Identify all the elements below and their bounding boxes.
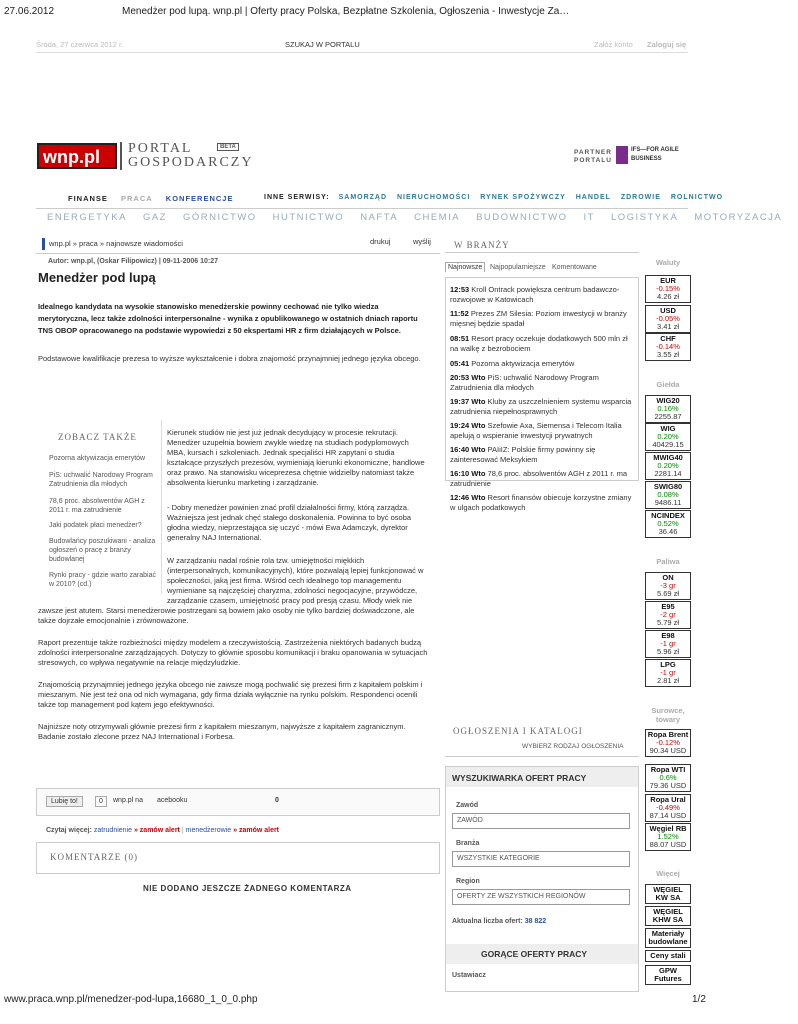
quote-wig20[interactable]: WIG20 0.16% 2255.87 xyxy=(645,395,691,423)
job-label: Zawód xyxy=(456,802,479,809)
ads-divider xyxy=(445,756,639,757)
job-input[interactable]: ZAWÓD xyxy=(452,813,630,829)
nav-chemia[interactable]: CHEMIA xyxy=(414,212,461,223)
ifs-logo-icon xyxy=(616,146,628,164)
quote-wti[interactable]: Ropa WTI 0.6% 79.36 USD xyxy=(645,764,691,792)
branch-select[interactable]: WSZYSTKIE KATEGORIE xyxy=(452,851,630,867)
quote-ural[interactable]: Ropa Ural -0.49% 87.14 USD xyxy=(645,794,691,822)
nav-praca[interactable]: PRACA xyxy=(121,194,153,203)
page-number: 1/2 xyxy=(692,994,706,1005)
article-lead: Idealnego kandydata na wysokie stanowisko menedżerskie powinny cechować nie tylko wiedza merytoryczna, lecz także zdolności interpersonalne - wynika z opublikowanego w ostatnich dniach raportu TNS OBOP opracowanego na podstawie wypowiedzi z 50 ekspertami HR z firm działających w Polsce. xyxy=(38,302,418,335)
offers-count-label: Aktualna liczba ofert: xyxy=(452,918,523,925)
currencies-title: Waluty xyxy=(655,258,681,267)
fuels-title: Paliwa xyxy=(656,557,680,566)
other-services xyxy=(264,194,723,201)
alert-link[interactable]: » zamów alert xyxy=(133,827,180,834)
share-count: 0 xyxy=(275,797,279,804)
nav-rynek-spozywczy[interactable]: RYNEK SPOŻYWCZY xyxy=(480,194,566,201)
article-paragraph: Kierunek studiów nie jest już jednak decydujący w procesie rekrutacji. Menedżer uzupełnia bowiem zwykle wiedzę na studiach podyplomowych MBA, kursach i szkoleniach. Jednak specjaliści HR zapytani o studia kształcące przyszłych prezesów, wymieniają kierunki ekonomiczne, handlowe oraz prawo. Na stanowisku wiceprezesa chętnie widzielby natomiast także absolwenta kierunku marketing i zarządzanie. xyxy=(167,428,425,487)
other-services-label: INNE SERWISY: xyxy=(264,194,330,201)
breadcrumb xyxy=(49,239,183,248)
article-paragraph: - Dobry menedżer powinien znać profil działalności firmy, którą zarządza. Ważniejsza jest jednak chęć stałego doskonalenia. Powinna to być osoba głodna wiedzy, nieprzestająca się uczyć - mówi Ewa Adamczyk, dyrektor generalny NAJ International. xyxy=(167,503,412,542)
branch-label: Branża xyxy=(456,840,480,847)
article-paragraph: Podstawowe kwalifikacje prezesa to wyższe wykształcenie i dobra znajomość przynajmniej jednego języka obcego. xyxy=(38,354,421,363)
nav-zdrowie[interactable]: ZDROWIE xyxy=(620,194,661,201)
print-date: 27.06.2012 xyxy=(4,6,55,17)
see-also-link[interactable]: 78,6 proc. absolwentów AGH z 2011 r. ma zatrudnienie xyxy=(49,498,145,514)
branza-divider xyxy=(445,252,639,253)
see-also-link[interactable]: Jaki podatek płaci menedżer? xyxy=(49,522,142,529)
portal-label: PORTAL xyxy=(128,141,193,156)
news-item[interactable]: 16:10 Wto 78,6 proc. absolwentów AGH z 2011 r. ma zatrudnienie xyxy=(450,469,628,488)
quote-mwig40[interactable]: MWIG40 0.20% 2281.14 xyxy=(645,452,691,480)
breadcrumb-sep: » xyxy=(99,239,105,248)
nav-handel[interactable]: HANDEL xyxy=(575,194,611,201)
nav-logistyka[interactable]: LOGISTYKA xyxy=(610,212,679,223)
read-more xyxy=(46,827,279,834)
hot-offer-item[interactable]: Ustawiacz xyxy=(452,972,486,979)
logo-divider xyxy=(120,142,122,170)
print-title: Menedżer pod lupą. wnp.pl | Oferty pracy Polska, Bezpłatne Szkolenia, Ogłoszenia - Inwestycje Za… xyxy=(122,6,570,17)
facebook-link[interactable]: acebooku xyxy=(157,797,188,804)
quote-swig80[interactable]: SWIG80 0.08% 9486.11 xyxy=(645,481,691,509)
news-item[interactable]: 19:37 Wto Kluby za uszczelnieniem systemu wsparcia zatrudnienia niepełnosprawnych xyxy=(450,397,632,416)
news-item[interactable]: 16:40 Wto PAIiIZ: Polskie firmy powinny się zainteresować Meksykiem xyxy=(450,445,596,464)
breadcrumb-marker xyxy=(42,238,45,250)
hot-offers-title[interactable]: GORĄCE OFERTY PRACY xyxy=(481,949,588,959)
offers-count xyxy=(452,918,546,925)
no-comments-text: NIE DODANO JESZCZE ŻADNEGO KOMENTARZA xyxy=(143,884,352,893)
more-link[interactable]: WĘGIEL KW SA xyxy=(645,884,691,904)
tab-najpopularniejsze[interactable]: Najpopularniejsze xyxy=(490,264,546,271)
commodities-title: Surowce, towary xyxy=(651,706,685,724)
article-paragraph: Najniższe noty otrzymywali głównie prezesi firm z kapitałem mieszanym, najwyższe z kapitałem zagranicznym. Badanie zostało zlecone przez NAJ International i Forbesa. xyxy=(38,722,406,741)
nav-rolnictwo[interactable]: ROLNICTWO xyxy=(670,194,724,201)
breadcrumb-current[interactable]: najnowsze wiadomości xyxy=(106,239,183,248)
read-more-label: Czytaj więcej: xyxy=(46,827,92,834)
news-item[interactable]: 20:53 Wto PiS: uchwalić Narodowy Program Zatrudnienia dla młodych xyxy=(450,373,599,392)
more-title: Więcej xyxy=(656,869,680,878)
tag-separator: | xyxy=(181,827,184,834)
article-paragraph: Raport prezentuje także rozbieżności między modelem a rzeczywistością. Zastrzeżenia niektórych badanych budzą zdolności interpersonalne zarządzających. Dotyczy to głównie sposobu komunikacji i braku opanowania w sytuacjach stresowych, co wpływa negatywnie na relacje międzyludzkie. xyxy=(38,638,428,667)
tag-link[interactable]: menedżerowie xyxy=(185,827,232,834)
branza-title: W BRANŻY xyxy=(454,240,510,250)
news-item[interactable]: 19:24 Wto Szefowie Axa, Siemensa i Telecom Italia apelują o wspieranie inwestycji prywatnych xyxy=(450,421,622,440)
quote-ncindex[interactable]: NCINDEX 0.52% 36.46 xyxy=(645,510,691,538)
partner-label: PARTNER xyxy=(574,149,612,156)
top-bar xyxy=(36,39,688,53)
tab-najnowsze[interactable]: Najnowsze xyxy=(445,262,485,272)
nav-motoryzacja[interactable]: MOTORYZACJA xyxy=(694,212,783,223)
partner-name[interactable]: IFS—FOR AGILE xyxy=(631,147,679,153)
breadcrumb-home[interactable]: wnp.pl xyxy=(49,239,71,248)
more-link[interactable]: Materiały budowlane xyxy=(645,928,691,948)
more-link[interactable]: Ceny stali xyxy=(645,950,691,962)
alert-link[interactable]: » zamów alert xyxy=(233,827,280,834)
login-link[interactable]: Zaloguj się xyxy=(647,40,687,49)
nav-nafta[interactable]: NAFTA xyxy=(360,212,399,223)
tab-komentowane[interactable]: Komentowane xyxy=(552,264,597,271)
print-link[interactable]: drukuj xyxy=(370,237,391,246)
industry-nav xyxy=(47,212,798,223)
quote-lpg[interactable]: LPG -1 gr 2.81 zł xyxy=(645,659,691,687)
article-paragraph: Znajomością przynajmniej jednego języka obcego nie zawsze mogą pochwalić się prezesi firm z kapitałem polskim i mieszanym. Nie jest też ona od nich wymagana, gdy firma działa wyłącznie na rynku polskim. Respondenci ocenili także top management pod kątem jego efektywności. xyxy=(38,680,423,709)
portal-label-2: GOSPODARCZY xyxy=(128,155,254,170)
quote-on[interactable]: ON -3 gr 5.69 zł xyxy=(645,572,691,600)
current-date: Środa, 27 czerwca 2012 r. xyxy=(36,40,124,49)
more-link[interactable]: WĘGIEL KHW SA xyxy=(645,906,691,926)
nav-divider xyxy=(36,208,688,209)
quote-wig[interactable]: WIG 0.20% 40429.15 xyxy=(645,423,691,451)
nav-budownictwo[interactable]: BUDOWNICTWO xyxy=(476,212,568,223)
register-link[interactable]: Załóż konto xyxy=(594,40,633,49)
see-also-link[interactable]: Pozorna aktywizacja emerytów xyxy=(49,455,146,462)
region-label: Region xyxy=(456,878,480,885)
wnp-logo[interactable] xyxy=(37,143,117,169)
nav-hutnictwo[interactable]: HUTNICTWO xyxy=(272,212,345,223)
job-search-title: WYSZUKIWARKA OFERT PRACY xyxy=(452,773,587,783)
article-paragraph: zawsze jest atutem. Starsi menedżerowie postrzegani są bowiem jako osoby nie tylko bardziej doświadczone, ale także dojrzałe emocjonalnie i zrównoważone. xyxy=(38,606,415,625)
quote-e95[interactable]: E95 -2 gr 5.79 zł xyxy=(645,601,691,629)
ads-select[interactable]: WYBIERZ RODZAJ OGŁOSZENIA xyxy=(522,743,624,750)
see-also-link[interactable]: Rynki pracy - gdzie warto zarabiać w 2010? (cd.) xyxy=(49,572,156,588)
nav-konferencje[interactable]: KONFERENCJE xyxy=(165,194,234,203)
breadcrumb-sep: » xyxy=(72,239,77,248)
breadcrumb-section[interactable]: praca xyxy=(79,239,98,248)
comments-title: KOMENTARZE (0) xyxy=(50,852,139,862)
see-also-link[interactable]: PiS: uchwalić Narodowy Program Zatrudnienia dla młodych xyxy=(49,472,153,488)
footer-url: www.praca.wnp.pl/menedzer-pod-lupa,16680_1_0_0.php xyxy=(4,994,258,1005)
logo-brand-text: wnp.pl xyxy=(43,147,100,167)
stock-title: Giełda xyxy=(656,380,680,389)
main-nav xyxy=(68,194,233,203)
news-item[interactable]: 11:52 Prezes ZM Silesia: Poziom inwestycji w branży mięsnej będzie spadał xyxy=(450,309,627,328)
article-paragraph: W zarządzaniu nadal rośnie rola tzw. umiejętności miękkich (interpersonalnych, komunikacyjnych), które pozwalają lepiej funkcjonować w społeczności, jaką jest firma. Wśród cech idealnego top managementu wymieniane są najczęściej charyzma, zdolności negocjacyjne, przywódcze, zarządzanie czasem, umiejętność pracy pod presją czasu. Młody wiek nie xyxy=(167,556,424,605)
news-item[interactable]: 08:51 Resort pracy oczekuje dodatkowych 500 mln zł na walkę z bezrobociem xyxy=(450,334,628,353)
nav-gaz[interactable]: GAZ xyxy=(142,212,167,223)
partner-label-2: PORTALU xyxy=(574,157,612,164)
tag-link[interactable]: zatrudnienie xyxy=(93,827,133,834)
article-author: Autor: wnp.pl, (Oskar Filipowicz) | 09-11-2006 10:27 xyxy=(48,258,219,265)
partner-name-2[interactable]: BUSINESS xyxy=(631,156,662,162)
search-link[interactable]: SZUKAJ W PORTALU xyxy=(285,40,360,49)
news-item[interactable]: 12:46 Wto Resort finansów obiecuje korzystne zmiany w ulgach podatkowych xyxy=(450,493,632,512)
article-title: Menedżer pod lupą xyxy=(38,270,156,285)
quote-usd[interactable]: USD -0.05% 3.41 zł xyxy=(645,305,691,333)
like-button[interactable]: Lubię to! xyxy=(46,796,83,807)
send-link[interactable]: wyślij xyxy=(413,237,431,246)
quote-chf[interactable]: CHF -0.14% 3.55 zł xyxy=(645,333,691,361)
news-item[interactable]: 12:53 Kroll Ontrack powiększa centrum badawczo-rozwojowe w Katowicach xyxy=(450,285,620,304)
see-also-title: ZOBACZ TAKŻE xyxy=(58,432,137,442)
see-also-link[interactable]: Budowlańcy poszukiwani - analiza ogłoszeń o pracę z branży budowlanej xyxy=(49,538,156,563)
nav-gornictwo[interactable]: GÓRNICTWO xyxy=(182,212,257,223)
social-text: wnp.pl na xyxy=(113,797,143,804)
more-link[interactable]: GPW Futures xyxy=(645,965,691,985)
ads-title: OGŁOSZENIA I KATALOGI xyxy=(453,726,583,736)
nav-finanse[interactable]: FINANSE xyxy=(68,194,108,203)
quote-eur[interactable]: EUR -0.15% 4.26 zł xyxy=(645,275,691,303)
offers-count-value: 38 822 xyxy=(524,918,547,925)
beta-badge: BETA xyxy=(217,143,239,151)
nav-energetyka[interactable]: ENERGETYKA xyxy=(47,212,127,223)
breadcrumb-divider xyxy=(36,253,440,254)
nav-nieruchomosci[interactable]: NIERUCHOMOŚCI xyxy=(397,194,471,201)
nav-samorzad[interactable]: SAMORZĄD xyxy=(338,194,388,201)
news-item[interactable]: 05:41 Pozorna aktywizacja emerytów xyxy=(450,359,575,368)
quote-brent[interactable]: Ropa Brent -0.12% 90.34 USD xyxy=(645,729,691,757)
quote-e98[interactable]: E98 -1 gr 5.96 zł xyxy=(645,630,691,658)
like-count: 0 xyxy=(95,796,107,807)
quote-coal[interactable]: Węgiel RB 1.52% 88.07 USD xyxy=(645,823,691,851)
nav-it[interactable]: IT xyxy=(583,212,595,223)
region-select[interactable]: OFERTY ZE WSZYSTKICH REGIONÓW xyxy=(452,889,630,905)
